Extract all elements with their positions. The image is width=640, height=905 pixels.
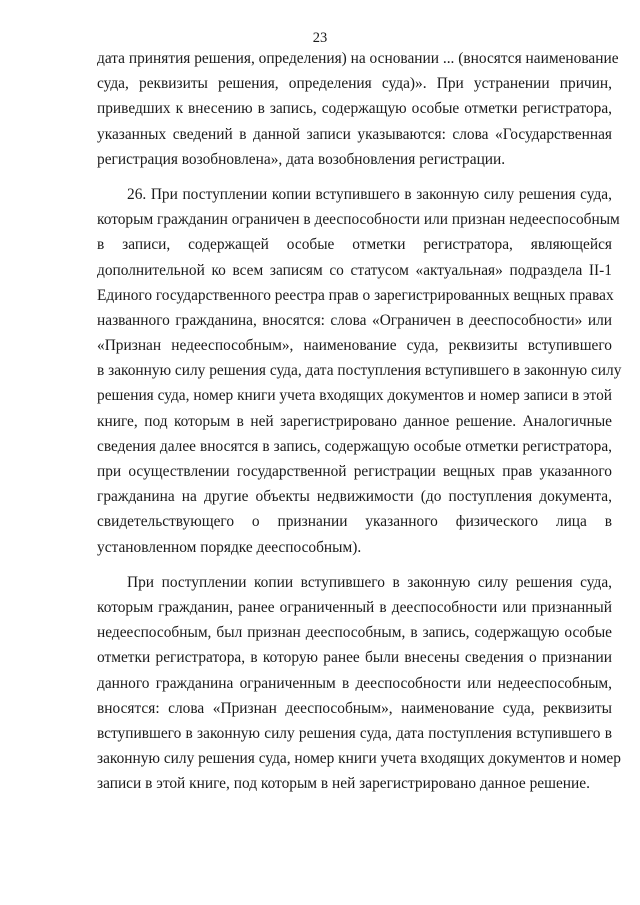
document-body: [97, 46, 622, 796]
text-line: при осуществлении государственной регистрации вещных прав указанного: [97, 463, 612, 480]
text-line: данного гражданина ограниченным в дееспособности или недееспособным,: [97, 674, 612, 692]
text-line: в законную силу решения суда, дата поступления вступившего в законную силу: [97, 362, 622, 380]
text-line: записи в этой книге, под которым в ней зарегистрировано данное решение.: [97, 775, 590, 793]
text-line: книге, под которым в ней зарегистрировано данное решение. Аналогичные: [97, 412, 612, 430]
text-line: суда, реквизиты решения, определения суда)». При устранении причин,: [97, 75, 612, 93]
text-line: которым гражданин, ранее ограниченный в дееспособности или признанный: [97, 598, 612, 616]
text-line: названного гражданина, вносятся: слова «Ограничен в дееспособности» или: [97, 311, 612, 329]
text-line: которым гражданин ограничен в дееспособности или признан недееспособным: [97, 211, 620, 229]
text-line: недееспособным, был признан дееспособным, в запись, содержащую особые: [97, 624, 612, 642]
text-line: Единого государственного реестра прав о зарегистрированных вещных правах: [97, 286, 614, 304]
page-number: 23: [312, 30, 328, 46]
text-line: вступившего в законную силу решения суда, дата поступления вступившего в: [97, 724, 612, 742]
text-line: вносятся: слова «Признан дееспособным», наименование суда, реквизиты: [97, 699, 612, 717]
text-line: сведения далее вносятся в запись, содержащую особые отметки регистратора,: [97, 437, 612, 455]
text-line: «Признан недееспособным», наименование суда, реквизиты вступившего: [97, 337, 612, 355]
paragraph-26: [97, 182, 622, 560]
paragraph-continuation: [97, 46, 619, 172]
text-line: отметки регистратора, в которую ранее были внесены сведения о признании: [97, 649, 612, 667]
text-line: в записи, содержащей особые отметки регистратора, являющейся: [97, 236, 612, 254]
text-line: указанных сведений в данной записи указываются: слова «Государственная: [97, 125, 612, 143]
text-line: регистрация возобновлена», дата возобновления регистрации.: [97, 150, 506, 168]
text-line: дополнительной ко всем записям со статусом «актуальная» подраздела II-1: [97, 261, 612, 279]
text-line: 26. При поступлении копии вступившего в законную силу решения суда,: [127, 185, 612, 203]
text-line: решения суда, номер книги учета входящих документов и номер записи в этой: [97, 387, 612, 405]
text-line: При поступлении копии вступившего в законную силу решения суда,: [127, 573, 612, 591]
paragraph-capacity-restored: [97, 570, 621, 797]
text-line: приведших к внесению в запись, содержащую особые отметки регистратора,: [97, 100, 612, 118]
text-line: свидетельствующего о признании указанного физического лица в: [97, 513, 612, 531]
text-line: установленном порядке дееспособным).: [97, 538, 362, 556]
text-line: дата принятия решения, определения) на основании ... (вносятся наименование: [97, 50, 619, 67]
text-line: законную силу решения суда, номер книги учета входящих документов и номер: [97, 750, 621, 768]
text-line: гражданина на другие объекты недвижимости (до поступления документа,: [97, 488, 612, 506]
